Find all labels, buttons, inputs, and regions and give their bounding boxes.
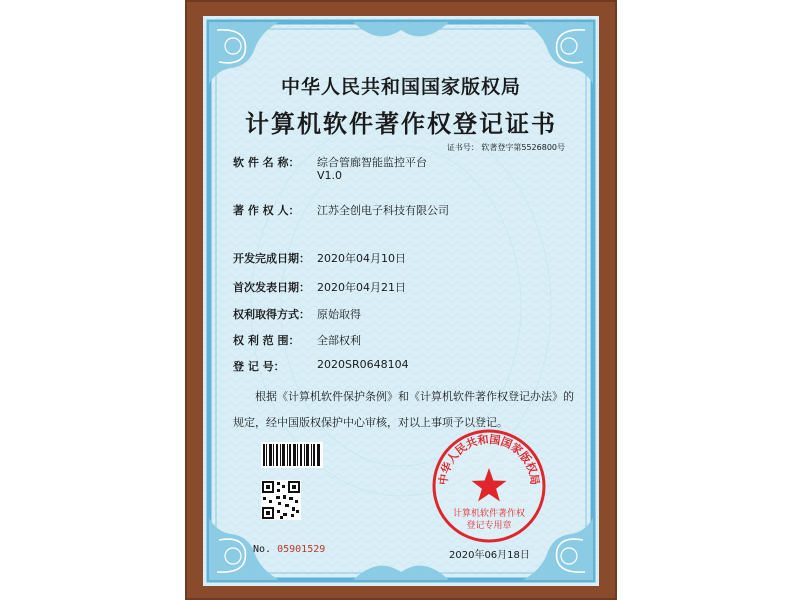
certificate-serial	[253, 544, 325, 555]
field-label-rights-scope: 权 利 范 围：	[233, 334, 300, 347]
field-label-publication-date: 首次发表日期：	[233, 281, 310, 294]
barcode-image	[261, 442, 323, 468]
field-label-copyright-owner: 著 作 权 人：	[233, 204, 300, 217]
field-value-registration-number: 2020SR0648104	[317, 358, 409, 371]
certificate-paper	[203, 16, 599, 586]
field-value-software-version: V1.0	[317, 169, 343, 182]
field-label-acquisition-method: 权利取得方式：	[233, 308, 310, 321]
certificate-number: 证书号： 软著登字第5526800号	[446, 143, 565, 152]
field-value-completion-date: 2020年04月10日	[317, 252, 406, 265]
qr-code-image	[261, 480, 301, 520]
seal-ring-text: 中华人民共和国国家版权局	[436, 432, 542, 486]
serial-prefix: No.	[253, 544, 272, 555]
official-seal	[431, 428, 547, 544]
issue-date: 2020年06月18日	[449, 550, 530, 561]
statement-line-2: 规定，经中国版权保护中心审核，对以上事项予以登记。	[233, 416, 508, 429]
certificate-title: 计算机软件著作权登记证书	[245, 110, 557, 138]
field-value-acquisition-method: 原始取得	[317, 308, 361, 321]
serial-number: 05901529	[277, 544, 326, 555]
field-value-software-name: 综合管廊智能监控平台	[317, 156, 427, 169]
field-label-software-name: 软 件 名 称：	[233, 156, 300, 169]
statement-line-1: 根据《计算机软件保护条例》和《计算机软件著作权登记办法》的	[255, 390, 574, 403]
seal-line-2: 登记专用章	[466, 521, 512, 531]
field-value-copyright-owner: 江苏全创电子科技有限公司	[317, 204, 449, 217]
field-label-completion-date: 开发完成日期：	[233, 252, 310, 265]
field-label-registration-number: 登 记 号：	[233, 360, 285, 373]
field-value-rights-scope: 全部权利	[317, 334, 361, 347]
field-value-publication-date: 2020年04月21日	[317, 281, 406, 294]
seal-line-1: 计算机软件著作权	[452, 509, 526, 519]
issuing-authority: 中华人民共和国国家版权局	[280, 76, 521, 98]
